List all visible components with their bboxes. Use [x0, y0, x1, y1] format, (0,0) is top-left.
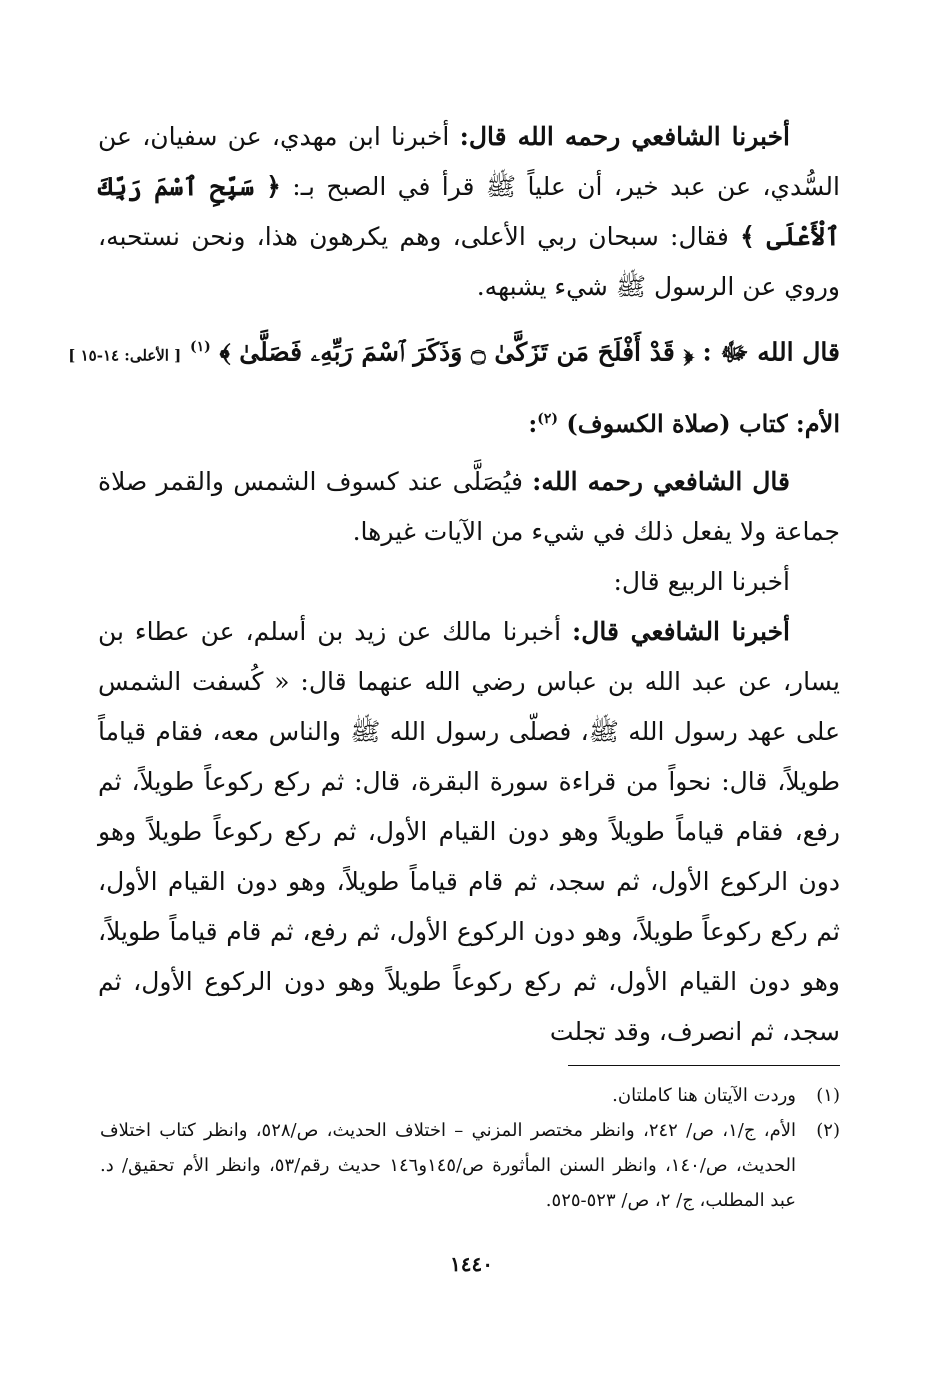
footnote-marker-2: (٢): [537, 411, 559, 428]
footnote-divider: [568, 1065, 840, 1066]
footnote-marker-1: (١): [190, 339, 211, 355]
paragraph-2-text: فيُصَلَّى عند كسوف الشمس والقمر صلاة جماعة ولا يفعل ذلك في شيء من الآيات غيرها.: [98, 467, 840, 547]
verse-text: ﴿ قَدْ أَفْلَحَ مَن تَزَكَّىٰ ۝ وَذَكَرَ ٱسْمَ رَبِّهِۦ فَصَلَّىٰ ﴾: [219, 337, 694, 367]
footnote-1-number: (١): [816, 1085, 840, 1106]
verse-line: [68, 322, 840, 380]
paragraph-4: [98, 607, 840, 1057]
paragraph-1: [98, 112, 840, 312]
section-heading-tail: :: [528, 409, 538, 439]
paragraph-1-text-end: فقال: سبحان ربي الأعلى، وهم يكرهون هذا، ونحن نستحبه، وروي عن الرسول ﷺ شيء يشبهه.: [98, 222, 840, 301]
section-heading: [98, 394, 840, 449]
paragraph-2: [98, 457, 840, 557]
verse-intro: قال الله ﷻ :: [693, 337, 840, 367]
paragraph-3-text: أخبرنا الربيع قال:: [613, 567, 790, 597]
paragraph-4-lead: أخبرنا الشافعي قال:: [572, 617, 790, 647]
paragraph-1-lead: أخبرنا الشافعي رحمه الله قال:: [459, 122, 790, 151]
paragraph-1-text: أخبرنا ابن مهدي، عن سفيان، عن السُّدي، عن عبد خير، أن علياً ﷺ قرأ في الصبح بـ:: [98, 122, 840, 201]
footnote-2-number: (٢): [816, 1120, 840, 1141]
paragraph-3: [98, 557, 840, 607]
footnote-2-text: الأم، ج/١، ص/ ٢٤٢، وانظر مختصر المزني – اختلاف الحديث، ص/٥٢٨، وانظر كتاب اختلاف الحديث، ص/١٤٠، وانظر السنن المأثورة ص/١٤٥و١٤٦ حديث رقم/٥٣، وانظر الأم تحقيق/ د. عبد المطلب، ج/ ٢، ص/ ٥٢٣-٥٢٥.: [100, 1120, 796, 1211]
footnote-2: [100, 1113, 840, 1218]
footnotes: [100, 1078, 840, 1218]
paragraph-1-quran: ﴿ سَبِّحِ ٱسْمَ رَبِّكَ ٱلْأَعْلَى ﴾: [98, 172, 840, 251]
verse-reference: [ الأعلى: ١٤-١٥ ]: [68, 346, 182, 365]
page-number: ١٤٤٠: [450, 1252, 493, 1276]
page-body: [68, 112, 840, 1057]
footnote-1: [100, 1078, 840, 1113]
footnote-1-text: وردت الآيتان هنا كاملتان.: [612, 1085, 796, 1106]
section-heading-text: الأم: كتاب (صلاة الكسوف): [566, 409, 840, 439]
paragraph-4-text: أخبرنا مالك عن زيد بن أسلم، عن عطاء بن يسار، عن عبد الله بن عباس رضي الله عنهما قال: « كُسفت الشمس على عهد رسول الله ﷺ، فصلّى رسول الله ﷺ والناس معه، فقام قياماً طويلاً، قال: نحواً من قراءة سورة البقرة، قال: ثم ركع ركوعاً طويلاً، ثم رفع، فقام قياماً طويلاً وهو دون القيام الأول، ثم ركع ركوعاً طويلاً وهو دون الركوع الأول، ثم سجد، ثم قام قياماً طويلاً، وهو دون القيام الأول، ثم ركع ركوعاً طويلاً، وهو دون الركوع الأول، ثم رفع، ثم قام قياماً طويلاً، وهو دون القيام الأول، ثم ركع ركوعاً طويلاً وهو دون الركوع الأول، ثم سجد، ثم انصرف، وقد تجلت: [98, 617, 840, 1047]
paragraph-2-lead: قال الشافعي رحمه الله:: [532, 467, 790, 497]
